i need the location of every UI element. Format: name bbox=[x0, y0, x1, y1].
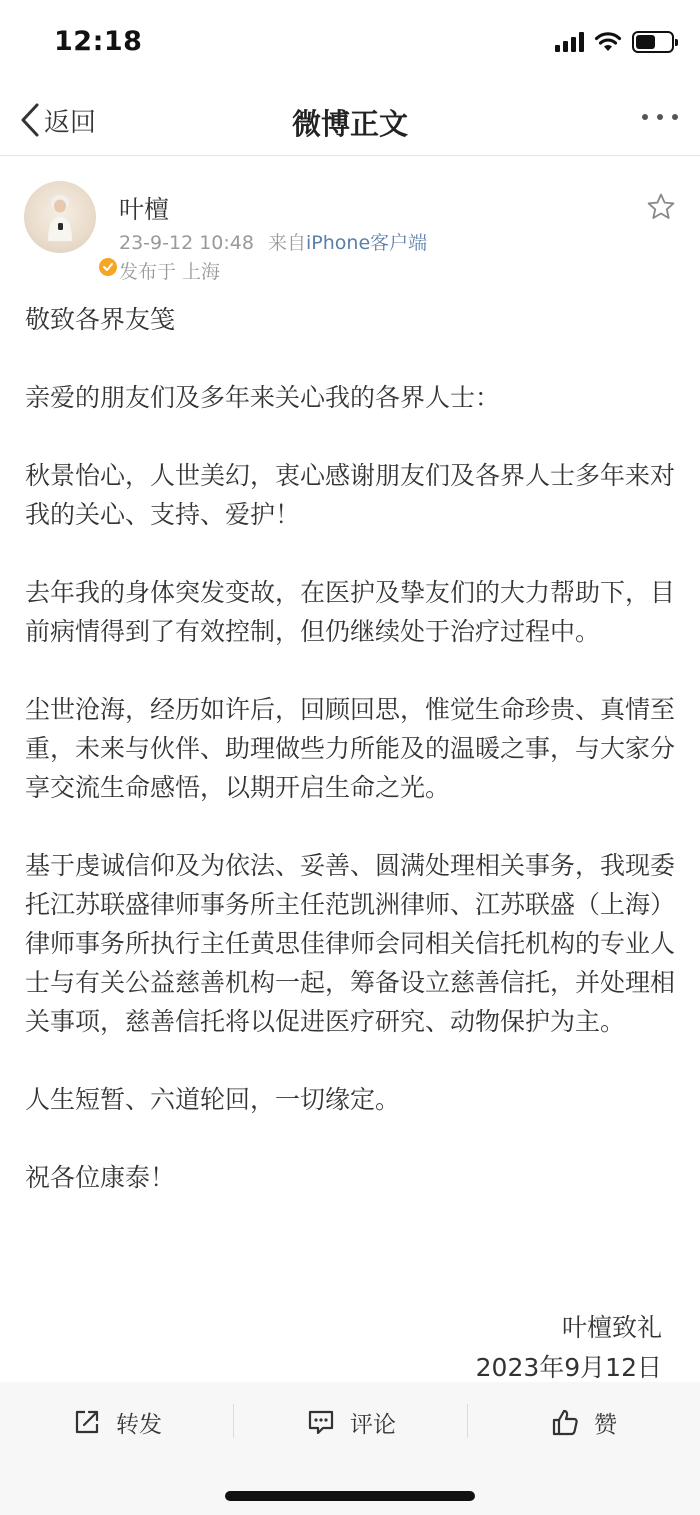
post-location: 发布于 上海 bbox=[119, 261, 221, 283]
signal-icon bbox=[555, 32, 584, 52]
post-paragraph: 祝各位康泰！ bbox=[25, 1163, 176, 1192]
avatar[interactable] bbox=[24, 181, 96, 253]
forward-button[interactable] bbox=[72, 1402, 162, 1442]
thumbs-up-icon bbox=[550, 1407, 580, 1437]
post-header bbox=[0, 156, 700, 286]
verified-badge-icon bbox=[97, 256, 119, 278]
back-label: 返回 bbox=[44, 107, 97, 138]
greeting-title: 敬致各界友笺 bbox=[25, 305, 176, 334]
status-icons bbox=[555, 30, 674, 54]
nav-bar bbox=[0, 84, 700, 156]
signature: 叶檀致礼 bbox=[561, 1313, 662, 1342]
favorite-star-icon[interactable] bbox=[646, 192, 676, 222]
post-paragraph: 人生短暂、六道轮回，一切缘定。 bbox=[25, 1085, 401, 1114]
home-indicator[interactable] bbox=[225, 1491, 475, 1501]
toolbar-divider bbox=[233, 1404, 234, 1438]
toolbar-divider bbox=[467, 1404, 468, 1438]
post-paragraph: 秋景怡心，人世美幻，衷心感谢朋友们及各界人士多年来对我的关心、支持、爱护！ bbox=[25, 461, 676, 529]
like-button[interactable] bbox=[550, 1402, 617, 1442]
forward-label: 转发 bbox=[116, 1411, 162, 1438]
status-bar bbox=[0, 0, 700, 84]
battery-icon bbox=[632, 31, 674, 53]
post-paragraph: 尘世沧海，经历如许后，回顾回思，惟觉生命珍贵、真情至重，未来与伙伴、助理做些力所能及的温暖之事，与大家分享交流生命感悟，以期开启生命之光。 bbox=[25, 695, 676, 802]
post-date: 23-9-12 10:48 bbox=[119, 232, 254, 254]
page-title: 微博正文 bbox=[291, 107, 408, 141]
post-paragraph: 去年我的身体突发变故，在医护及挚友们的大力帮助下，目前病情得到了有效控制，但仍继续处于治疗过程中。 bbox=[25, 578, 676, 646]
avatar-figure-icon bbox=[44, 193, 76, 241]
post-paragraph: 亲爱的朋友们及多年来关心我的各界人士： bbox=[25, 383, 501, 412]
wifi-icon bbox=[594, 31, 622, 53]
like-label: 赞 bbox=[594, 1411, 617, 1438]
more-dots-icon[interactable] bbox=[642, 114, 678, 120]
comment-label: 评论 bbox=[350, 1411, 396, 1438]
signature-date: 2023年9月12日 bbox=[475, 1353, 662, 1382]
post-body bbox=[25, 300, 675, 1197]
signoff bbox=[476, 1308, 662, 1388]
forward-icon bbox=[72, 1407, 102, 1437]
post-meta bbox=[119, 228, 427, 255]
author-name[interactable]: 叶檀 bbox=[119, 195, 170, 224]
battery-fill bbox=[636, 35, 655, 49]
comment-icon bbox=[306, 1407, 336, 1437]
comment-button[interactable] bbox=[306, 1402, 396, 1442]
source-link[interactable]: iPhone客户端 bbox=[306, 232, 428, 254]
status-time: 12:18 bbox=[54, 26, 143, 57]
source-prefix: 来自 bbox=[268, 232, 307, 254]
post-paragraph: 基于虔诚信仰及为依法、妥善、圆满处理相关事务，我现委托江苏联盛律师事务所主任范凯洲律师、江苏联盛（上海）律师事务所执行主任黄思佳律师会同相关信托机构的专业人士与有关公益慈善机构一起，筹备设立慈善信托，并处理相关事项，慈善信托将以促进医疗研究、动物保护为主。 bbox=[25, 851, 676, 1036]
